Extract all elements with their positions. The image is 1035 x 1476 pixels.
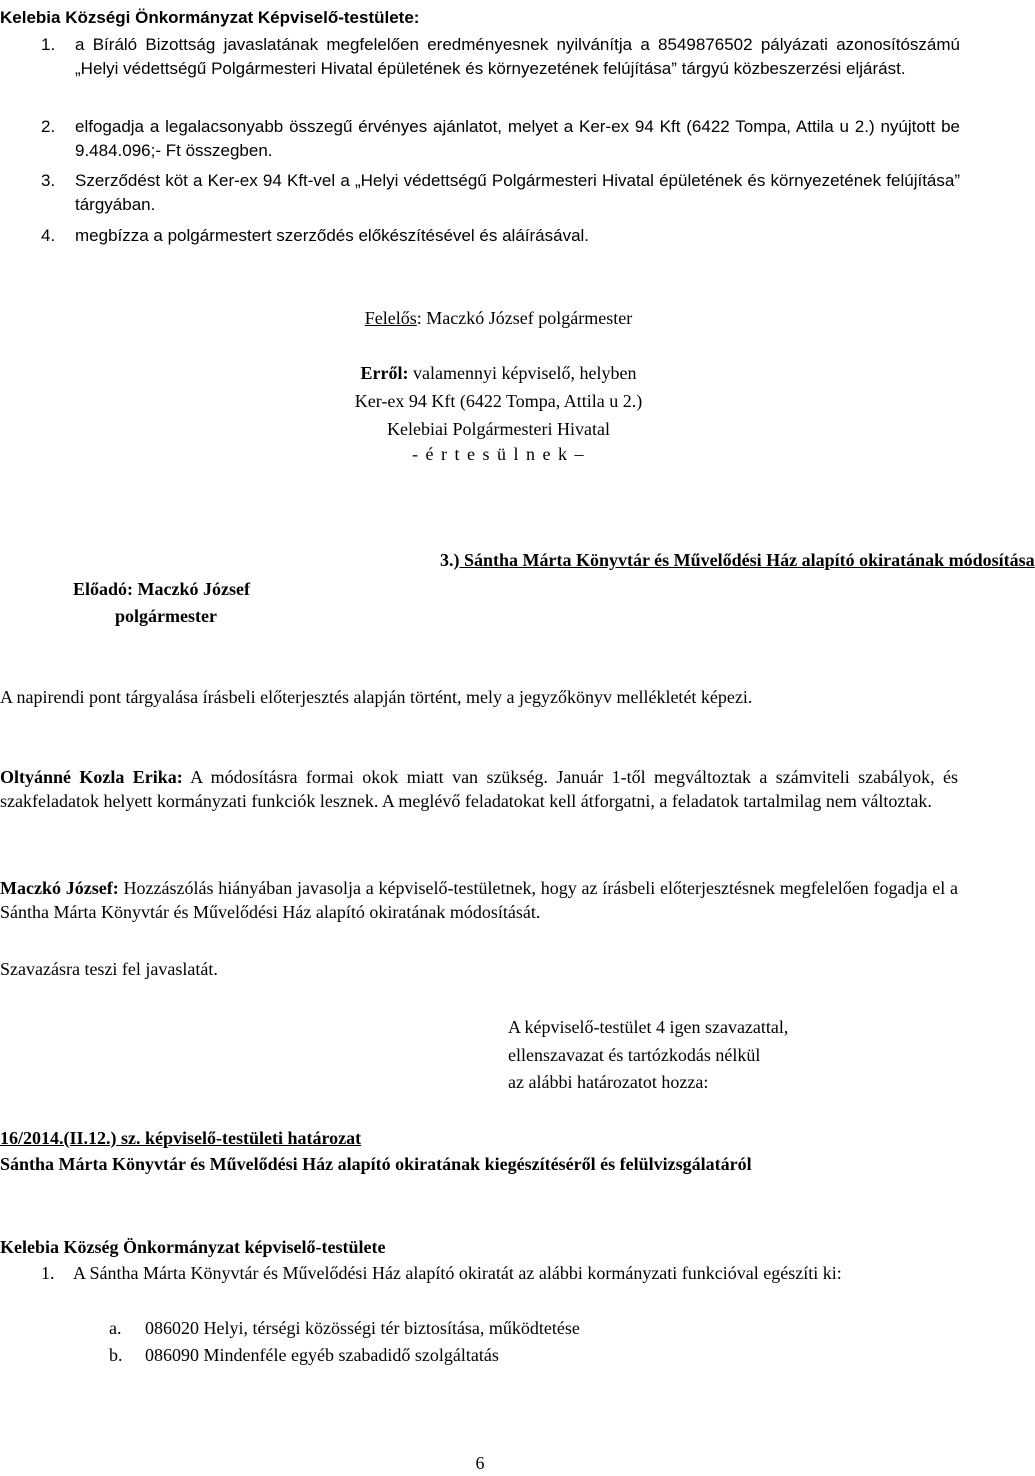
item-number: 3. bbox=[41, 171, 56, 190]
notify-line-3: Kelebiai Polgármesteri Hivatal bbox=[387, 419, 610, 439]
speech-extra: Szavazásra teszi fel javaslatát. bbox=[0, 959, 218, 979]
item-number: 1. bbox=[41, 35, 56, 54]
resolution-body-heading: Kelebia Község Önkormányzat képviselő-testülete bbox=[0, 1237, 386, 1257]
responsible-label: Felelős bbox=[364, 308, 417, 328]
list-item bbox=[41, 224, 960, 248]
speaker-name: Maczkó József: bbox=[0, 878, 119, 898]
item-number: 4. bbox=[41, 226, 56, 245]
responsible-value: : Maczkó József polgármester bbox=[416, 308, 633, 328]
resolution-item bbox=[41, 1262, 901, 1286]
speaker-name: Oltyánné Kozla Erika: bbox=[0, 767, 183, 787]
agenda-number: 3.) bbox=[440, 550, 460, 570]
responsible-line bbox=[0, 307, 997, 331]
presenter-line-1: Előadó: Maczkó József bbox=[73, 579, 250, 599]
notify-label: Erről: bbox=[360, 363, 409, 383]
item-text: A Sántha Márta Könyvtár és Művelődési Ház alapító okiratát az alábbi kormányzati funkcióval egészíti ki: bbox=[73, 1263, 842, 1283]
council-heading: Kelebia Községi Önkormányzat Képviselő-testülete: bbox=[0, 8, 420, 27]
list-item bbox=[41, 115, 960, 162]
notify-line-4: - é r t e s ü l n e k – bbox=[412, 444, 585, 464]
notify-value: valamennyi képviselő, helyben bbox=[408, 363, 637, 383]
item-text: elfogadja a legalacsonyabb összegű érvényes ajánlatot, melyet a Ker-ex 94 Kft (6422 Tompa, Attila u 2.) nyújtott be 9.484.096;- Ft összegben. bbox=[75, 117, 960, 160]
agenda-title-text: Sántha Márta Könyvtár és Művelődési Ház alapító okiratának módosítása bbox=[459, 550, 1035, 570]
presenter-line-2: polgármester bbox=[115, 606, 217, 626]
subitem-letter: a. bbox=[109, 1318, 122, 1338]
item-number: 1. bbox=[41, 1263, 55, 1283]
notify-line-2: Ker-ex 94 Kft (6422 Tompa, Attila u 2.) bbox=[354, 391, 643, 411]
vote-line-3: az alábbi határozatot hozza: bbox=[508, 1072, 709, 1092]
speech-text: Hozzászólás hiányában javasolja a képviselő-testületnek, hogy az írásbeli előterjesztésnek megfelelően fogadja el a Sántha Márta Könyvtár és Művelődési Ház alapító okiratának módosítását. bbox=[0, 878, 959, 922]
subitem-letter: b. bbox=[109, 1345, 123, 1365]
resolution-number: 16/2014.(II.12.) sz. képviselő-testületi határozat bbox=[0, 1128, 362, 1148]
agenda-intro: A napirendi pont tárgyalása írásbeli előterjesztés alapján történt, mely a jegyzőkönyv mellékletét képezi. bbox=[0, 687, 753, 707]
speech-paragraph bbox=[0, 766, 958, 813]
speech-text: A módosításra formai okok miatt van szükség. Január 1-től megváltoztak a számviteli szabályok, és szakfeladatok helyett kormányzati funkciók lesznek. A meglévő feladatokat kell átforgatni, a feladatok tartalmilag nem változtak. bbox=[0, 767, 958, 811]
vote-line-1: A képviselő-testület 4 igen szavazattal, bbox=[508, 1017, 789, 1037]
page-number: 6 bbox=[475, 1453, 485, 1473]
speech-paragraph bbox=[0, 877, 958, 924]
list-item bbox=[41, 169, 960, 216]
resolution-title: Sántha Márta Könyvtár és Művelődési Ház alapító okiratának kiegészítéséről és felülvizsgálatáról bbox=[0, 1154, 752, 1174]
item-text: a Bíráló Bizottság javaslatának megfelelően eredményesnek nyilvánítja a 8549876502 pályázati azonosítószámú „Helyi védettségű Polgármesteri Hivatal épületének és környezetének felújítása” tárgyú közbeszerzési eljárást. bbox=[75, 35, 960, 78]
item-number: 2. bbox=[41, 117, 56, 136]
item-text: megbízza a polgármestert szerződés előkészítésével és aláírásával. bbox=[75, 226, 590, 245]
subitem-text: 086090 Mindenféle egyéb szabadidő szolgáltatás bbox=[145, 1345, 499, 1365]
subitem-text: 086020 Helyi, térségi közösségi tér biztosítása, működtetése bbox=[145, 1318, 580, 1338]
vote-line-2: ellenszavazat és tartózkodás nélkül bbox=[508, 1045, 761, 1065]
item-text: Szerződést köt a Ker-ex 94 Kft-vel a „Helyi védettségű Polgármesteri Hivatal épületének és környezetének felújítása” tárgyában. bbox=[75, 171, 960, 214]
agenda-title bbox=[440, 549, 1035, 573]
list-item bbox=[41, 33, 960, 80]
notify-line bbox=[0, 362, 997, 386]
